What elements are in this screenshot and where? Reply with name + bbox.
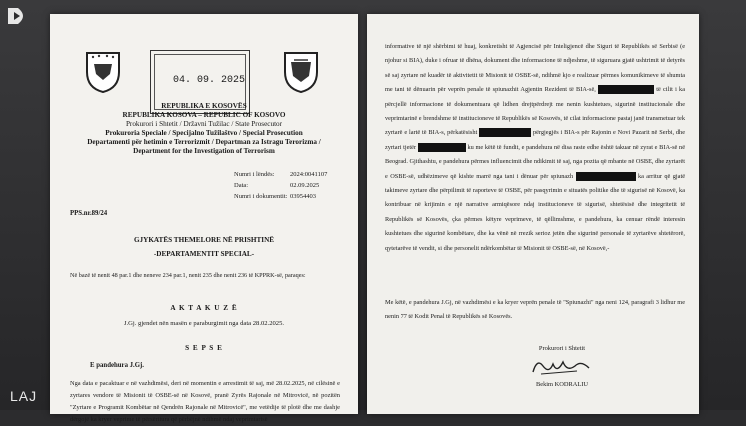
document-page-2 [367, 14, 699, 414]
defendant-label: E pandehura J.Gj. [90, 362, 145, 369]
redaction-block [598, 85, 654, 94]
kosovo-crest-icon [84, 50, 122, 94]
stamp-date: 04. 09. 2025 [173, 75, 246, 86]
channel-tag: LAJ [10, 388, 38, 404]
paragraph-conclusion: Me këtë, e pandehura J.Gj, në vazhdimësi e ka kryer veprën penale të "Spiunazhi" nga neni 124, paragrafi 3 lidhur me nenin 77 të Kodit Penal të Republikës së Kosovës. [385, 299, 685, 321]
prosecution-emblem-icon [282, 50, 320, 94]
header-line-5: Departamenti për hetimin e Terrorizmit / Departman za Istragu Terorizma / [87, 138, 321, 146]
section-heading: S E P S E [185, 344, 223, 352]
signature-role: Prokurori i Shtetit [538, 345, 586, 352]
header-line-3: Prokurori i Shtetit / Državni Tužilac / State Prosecutor [125, 120, 283, 128]
redaction-block [576, 172, 636, 181]
detention-note: J.Gj. gjendet nën masën e paraburgimit nga data 28.02.2025. [123, 320, 285, 327]
document-page-1 [50, 14, 358, 423]
legal-basis: Në bazë të nenit 48 par.1 dhe neneve 234 par.1, nenit 235 dhe nenit 236 të KPPRK-së, paraqes: [70, 272, 306, 279]
court-department: -DEPARTAMENTIT SPECIAL- [153, 250, 255, 258]
pps-number: PPS.nr.89/24 [70, 210, 108, 217]
header-line-2: REPUBLIKA KOSOVA – REPUBLIC OF KOSOVO [122, 111, 286, 119]
header-line-6: Department for the Investigation of Terrorism [133, 147, 275, 155]
court-name: GJYKATËS THEMELORE NË PRISHTINË [133, 236, 275, 244]
indictment-title: A K T A K U Z Ë [170, 304, 238, 312]
signature-block [507, 344, 617, 390]
meta-row-date: Data: 02.09.2025 [234, 182, 320, 189]
header-line-1: REPUBLIKA E KOSOVËS [161, 102, 247, 110]
paragraph-1: Nga data e pacaktuar e në vazhdimësi, deri në momentin e arrestimit të saj, më 28.02.2025, në cilësinë e zyrtares vendore të Misionit të OSBE-së në Kosovë, pranë Zyrës Rajonale në Mitrovicë, në pozitën "Zyrtare e Programit Kombëtar në Qendrën Rajonale në Mitrovicë", me vetëdije të plotë dhe me dashje dërgojë ka kryer veprime të përsëritura që përbëjnë ndihmë ndaj veprimtarisë [70, 380, 340, 423]
redaction-block [418, 143, 466, 152]
header-line-4: Prokuroria Speciale / Specijalno Tužilaštvo / Special Prosecution [105, 129, 303, 137]
channel-logo [6, 6, 50, 26]
redaction-block [479, 128, 531, 137]
handwritten-signature-icon [527, 354, 597, 380]
case-metadata [234, 169, 327, 202]
meta-row-case-number: Numri i lëndës: 2024:0041107 [234, 171, 328, 178]
signature-name: Bekim KODRALIU [535, 381, 588, 388]
meta-row-document-number: Numri i dokumentit: 03954403 [234, 193, 316, 200]
paragraph-main: informative të një shërbimi të huaj, konkretisht të Agjencisë për Inteligjencë dhe Siguri të Republikës së Serbisë (e njohur si BIA), duke i ofruar të dhëna, dokument dhe informacione të ndjeshme, të siguruara gjatë ushtrimit të detyrës së saj zyrtare në kuadër të aktivitetit të Misionit të OSBE-së, ndihmë kjo e realizuar përmes komunikimeve të shumta me tani të dënuarin për veprën penale të spiunazhit Agjentin Rezident të BIA-së, të cilit i ka përcjellë informacione të dokumentuara që lidhen drejtpërdrejt me nenin kushtetues, sigurinë institucionale dhe veprimtarinë e brendshme të institucioneve të Republikës së Kosovës, të cilat informacione pastaj janë transmetuar tek zyrtarë e lartë të BIA-s, përkatësisht përgjegjës i BIA-s për Rajonin e Novi Pazarit në Serbi, dhe zyrtari tjetër ku me këtë të fundit, e pandehura në disa raste edhe është takuar në zyrat e BIA-së në Beograd. Gjithashtu, e pandehura përmes influencimit dhe ndikimit të saj, nga pozita që mbante në OSBE, dhe zyrtarët e OSBE-së, udhëzimeve që kishte marrë nga tani i dënuar për spiunazh ka arritur që gjatë takimeve zyrtare dhe përpilimit të raporteve të OSBE, për pasqyrimin e situatës politike dhe të sigurisë në Kosovë, ka kontribuar në krijimin e një narrative armiqësore ndaj institucioneve të sigurisë, shtetësisë dhe integritetit të Republikës së Kosovës, çka përmes këtyre veprimeve, të qëllimshme, e pandehura, ka cenuar rëndë interesin kushtetues dhe sigurinë kombëtare, dhe ka vënë në rrezik serioz jetën dhe sigurinë personale të zyrtarëve shtetërorë, qytetarëve të vendit, si dhe personelit ndërkombëtar të Misionit të OSBE-së, në Kosovë,- [385, 43, 685, 252]
